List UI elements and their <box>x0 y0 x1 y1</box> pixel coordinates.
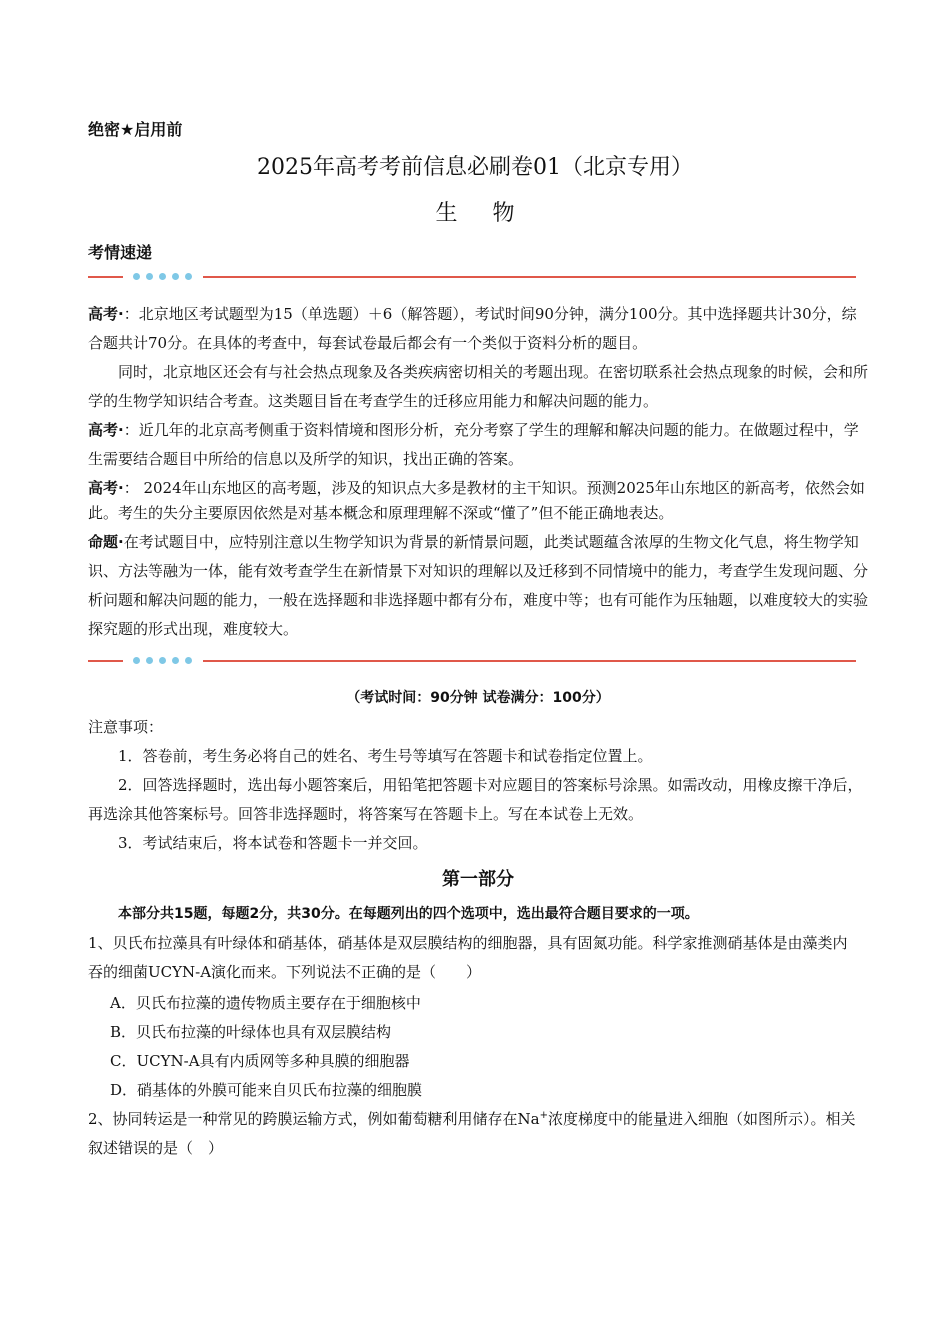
question-2-stem <box>88 1105 868 1163</box>
exam-info: （考试时间：90分钟 试卷满分：100分） <box>346 690 610 706</box>
decorative-divider-bottom <box>88 656 856 666</box>
analysis-paragraph-4 <box>88 476 868 526</box>
paragraph-tag: 高考· <box>88 479 124 497</box>
part-title: 第一部分 <box>442 869 514 890</box>
paragraph-tag: 高考· <box>88 421 124 439</box>
question-1-option-b: B．贝氏布拉藻的叶绿体也具有双层膜结构 <box>110 1023 392 1041</box>
question-1-stem: 1、贝氏布拉藻具有叶绿体和硝基体，硝基体是双层膜结构的细胞器，具有固氮功能。科学家推测硝基体是由藻类内吞的细菌UCYN-A演化而来。下列说法不正确的是（ ） <box>88 934 848 981</box>
questions-block <box>88 900 868 1163</box>
paragraph-text: ： 2024年山东地区的高考题，涉及的知识点大多是教材的主干知识。预测2025年山东地区的新高考，依然会如此。考生的失分主要原因依然是对基本概念和原理理解不深或“懂了”但不能正确地表达。 <box>88 479 865 522</box>
notes-block <box>88 713 868 858</box>
analysis-paragraph-2: 同时，北京地区还会有与社会热点现象及各类疾病密切相关的考题出现。在密切联系社会热点现象的时候，会和所学的生物学知识结合考查。这类题目旨在考查学生的迁移应用能力和解决问题的能力。 <box>88 363 869 410</box>
decorative-divider-top <box>88 272 856 282</box>
notes-heading: 注意事项： <box>88 718 164 736</box>
analysis-paragraph-5 <box>88 528 868 644</box>
paragraph-tag: 高考· <box>88 305 124 323</box>
paragraph-text: ：近几年的北京高考侧重于资料情境和图形分析，充分考察了学生的理解和解决问题的能力。在做题过程中，学生需要结合题目中所给的信息以及所学的知识，找出正确的答案。 <box>88 421 859 468</box>
exam-title: 2025年高考考前信息必刷卷01（北京专用） <box>257 155 693 180</box>
question-1-option-a: A．贝氏布拉藻的遗传物质主要存在于细胞核中 <box>110 994 421 1012</box>
analysis-block <box>88 300 868 644</box>
stem-text: 2、协同转运是一种常见的跨膜运输方式，例如葡萄糖利用储存在Na <box>88 1110 540 1128</box>
stem-text: 浓度梯度中的能量进入细胞（如图所示）。相关叙述错误的是（ ） <box>88 1110 856 1157</box>
subject-title: 生 物 <box>435 201 529 226</box>
paragraph-text: ：北京地区考试题型为15（单选题）＋6（解答题），考试时间90分钟，满分100分。其中选择题共计30分，综合题共计70分。在具体的考查中，每套试卷最后都会有一个类似于资料分析的题目。 <box>88 305 857 352</box>
analysis-paragraph-1 <box>88 300 868 358</box>
confidential-mark: 绝密★启用前 <box>88 120 183 139</box>
section-heading-analysis: 考情速递 <box>88 243 153 262</box>
paragraph-text: 在考试题目中，应特别注意以生物学知识为背景的新情景问题，此类试题蕴含浓厚的生物文化气息，将生物学知识、方法等融为一体，能有效考查学生在新情景下对知识的理解以及迁移到不同情境中的能力，考查学生发现问题、分析问题和解决问题的能力，一般在选择题和非选择题中都有分布，难度中等；也有可能作为压轴题，以难度较大的实验探究题的形式出现，难度较大。 <box>88 533 869 638</box>
note-item-3: 3．考试结束后，将本试卷和答题卡一并交回。 <box>118 834 428 852</box>
paragraph-tag: 命题· <box>88 533 124 551</box>
analysis-paragraph-3 <box>88 416 868 474</box>
question-1-option-c: C．UCYN-A具有内质网等多种具膜的细胞器 <box>110 1052 410 1070</box>
question-1-option-d: D．硝基体的外膜可能来自贝氏布拉藻的细胞膜 <box>110 1081 423 1099</box>
note-item-1: 1．答卷前，考生务必将自己的姓名、考生号等填写在答题卡和试卷指定位置上。 <box>118 747 653 765</box>
superscript: + <box>539 1110 549 1121</box>
part-instruction: 本部分共15题，每题2分，共30分。在每题列出的四个选项中，选出最符合题目要求的一项。 <box>118 906 699 922</box>
note-item-2: 2．回答选择题时，选出每小题答案后，用铅笔把答题卡对应题目的答案标号涂黑。如需改动，用橡皮擦干净后，再选涂其他答案标号。回答非选择题时，将答案写在答题卡上。写在本试卷上无效。 <box>88 776 863 823</box>
